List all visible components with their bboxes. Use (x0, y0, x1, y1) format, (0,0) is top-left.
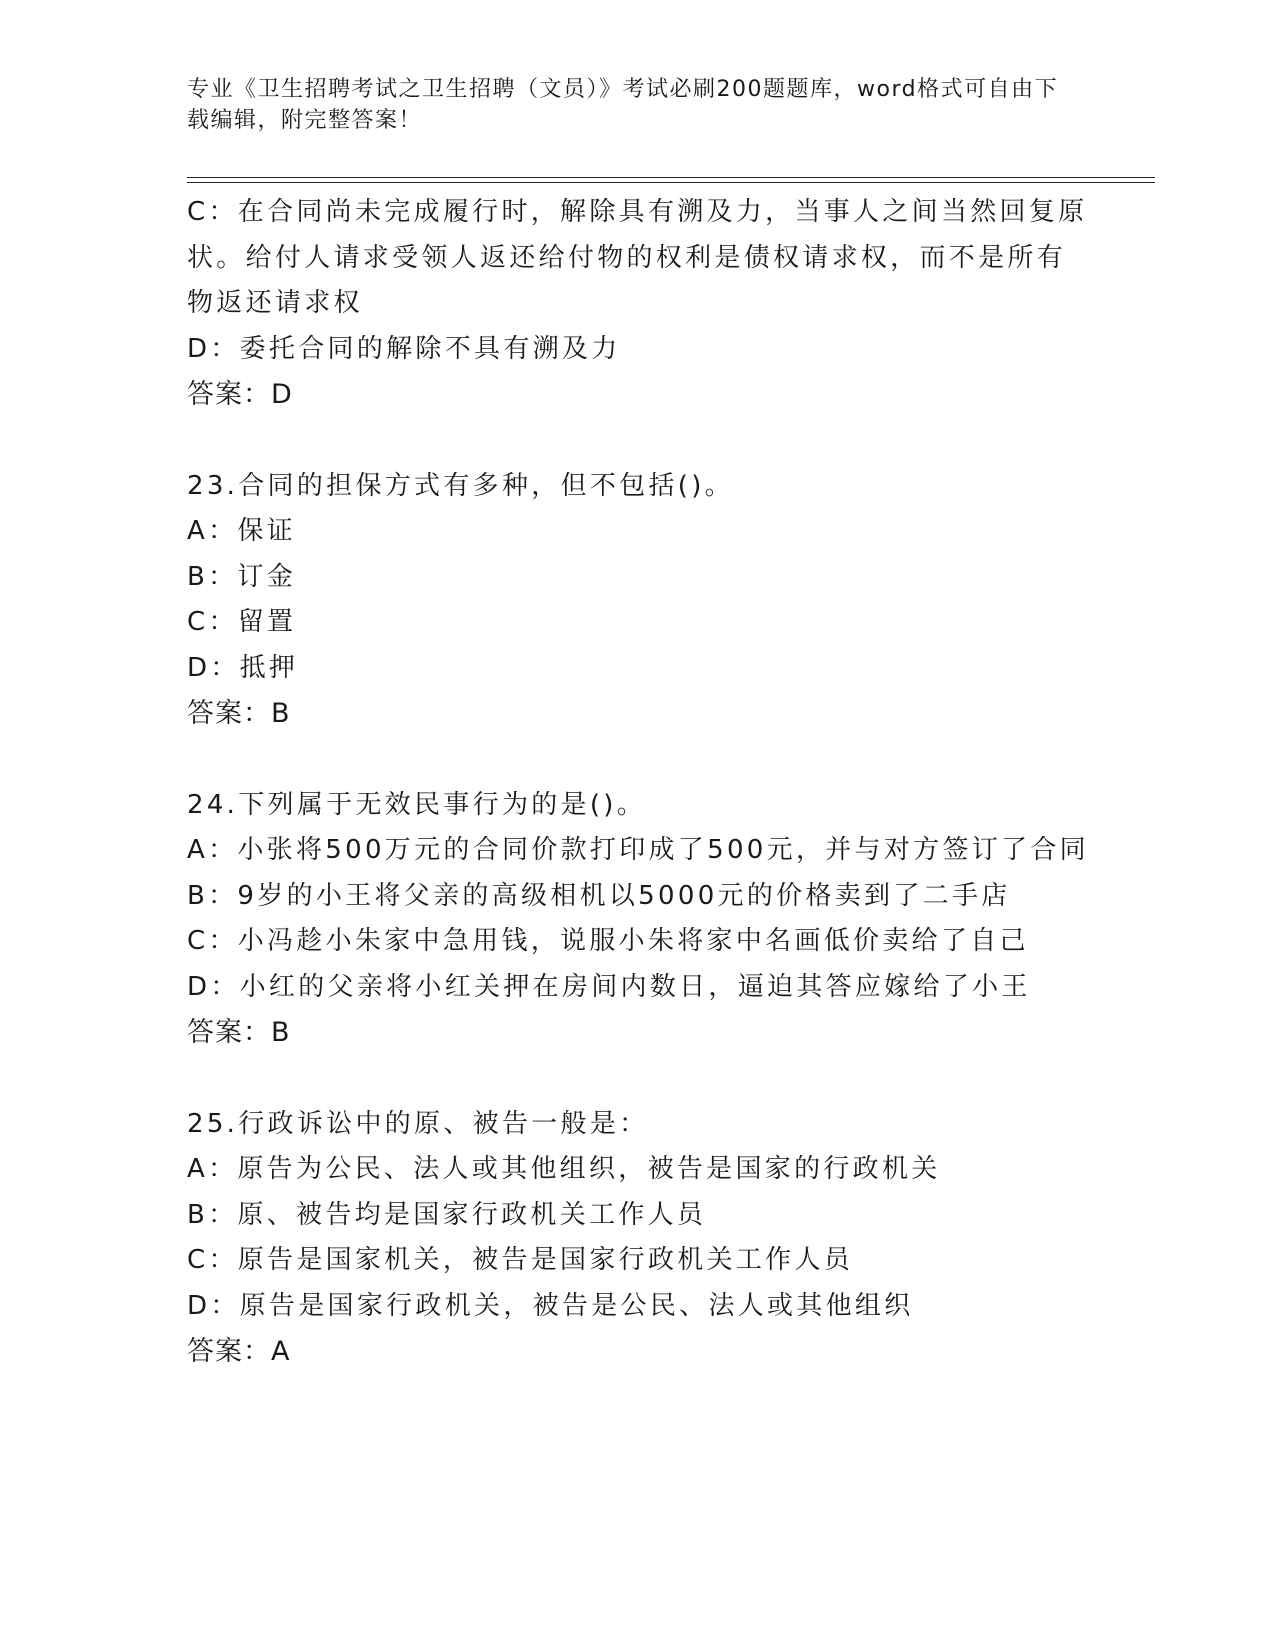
option-line: 状。给付人请求受领人返还给付物的权利是债权请求权，而不是所有 (187, 242, 1067, 273)
spacer (187, 1056, 1087, 1102)
prev-question-tail (187, 190, 1087, 418)
option-line: 物返还请求权 (187, 288, 363, 318)
question-content (187, 190, 1087, 1375)
option-c: C：原告是国家机关，被告是国家行政机关工作人员 (187, 1245, 854, 1275)
option-a: A：原告为公民、法人或其他组织，被告是国家的行政机关 (187, 1154, 941, 1184)
option-b: B：9岁的小王将父亲的高级相机以5000元的价格卖到了二手店 (187, 880, 1011, 911)
spacer (187, 418, 1087, 464)
header-note: 专业《卫生招聘考试之卫生招聘（文员）》考试必刷200题题库，word格式可自由下载编辑，附完整答案！ (187, 77, 1059, 133)
option-b: B：订金 (187, 561, 297, 592)
question-stem: 23.合同的担保方式有多种，但不包括()。 (187, 470, 734, 501)
answer-line: 答案：D (187, 379, 293, 410)
question-25 (187, 1102, 1087, 1375)
question-24 (187, 783, 1087, 1056)
answer-line: 答案：B (187, 1017, 291, 1048)
option-line: D：委托合同的解除不具有溯及力 (187, 333, 621, 364)
option-b: B：原、被告均是国家行政机关工作人员 (187, 1199, 707, 1230)
question-23 (187, 464, 1087, 737)
option-d: D：抵押 (187, 652, 299, 683)
option-a: A：小张将500万元的合同价款打印成了500元，并与对方签订了合同 (187, 835, 1089, 865)
option-line: C：在合同尚未完成履行时，解除具有溯及力，当事人之间当然回复原 (187, 197, 1088, 227)
header-divider-top (187, 177, 1155, 178)
option-d: D：小红的父亲将小红关押在房间内数日，逼迫其答应嫁给了小王 (187, 971, 1031, 1002)
spacer (187, 737, 1087, 783)
header-divider-bottom (187, 182, 1155, 183)
option-a: A：保证 (187, 516, 296, 546)
answer-line: 答案：A (187, 1336, 291, 1367)
option-c: C：小冯趁小朱家中急用钱，说服小朱将家中名画低价卖给了自己 (187, 926, 1029, 956)
option-c: C：留置 (187, 607, 297, 637)
answer-line: 答案：B (187, 698, 291, 729)
question-stem: 25.行政诉讼中的原、被告一般是： (187, 1108, 649, 1139)
option-d: D：原告是国家行政机关，被告是公民、法人或其他组织 (187, 1290, 914, 1321)
question-stem: 24.下列属于无效民事行为的是()。 (187, 789, 647, 820)
